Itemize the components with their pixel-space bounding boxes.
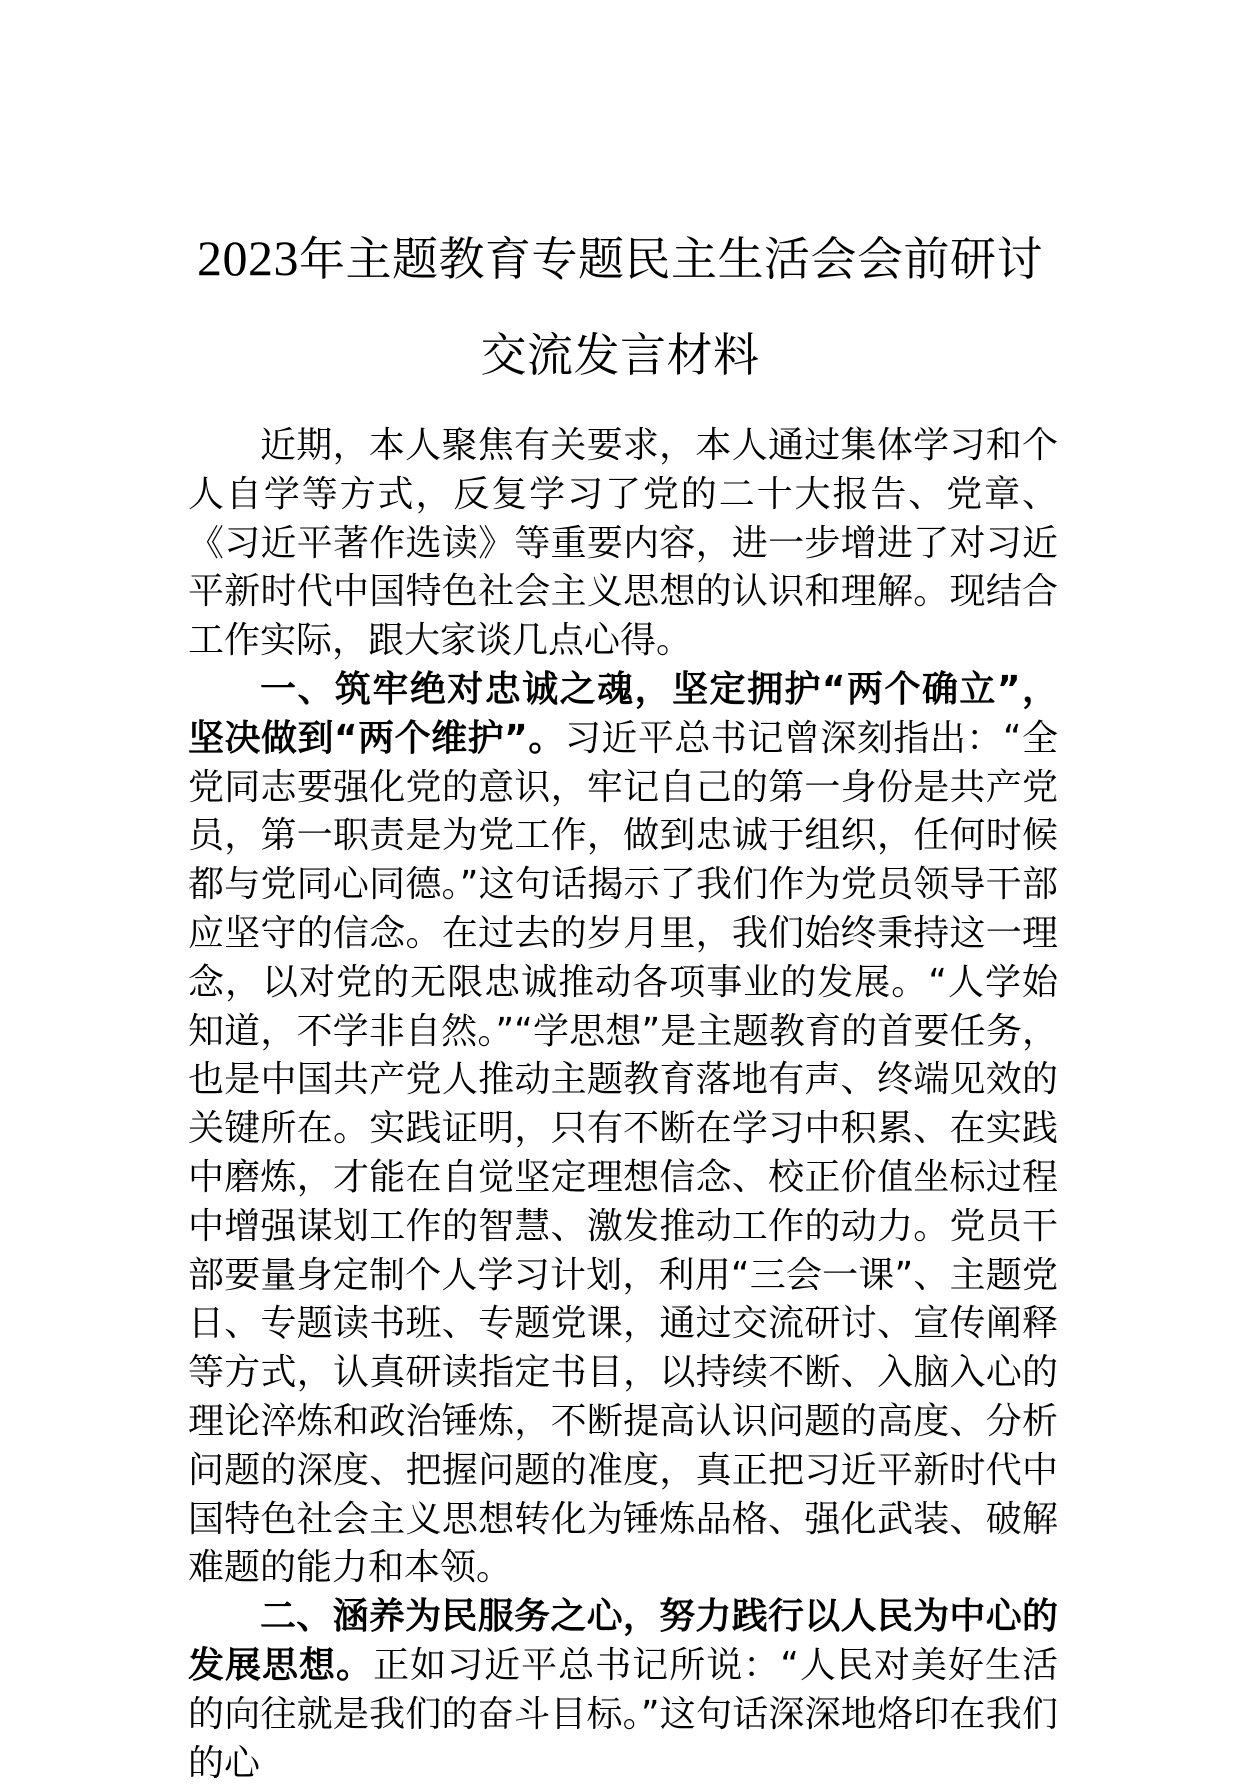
paragraph-section-2 [188, 1593, 1058, 1788]
section-2-heading: 二、涵养为民服务之心，努力践行以人民为中心的发展思想。 [188, 1596, 1058, 1686]
title-year: 2023 [197, 230, 299, 286]
section-1-text: 习近平总书记曾深刻指出：“全党同志要强化党的意识，牢记自己的第一身份是共产党员，第一职责是为党工作，做到忠诚于组织，任何时候都与党同心同德。”这句话揭示了我们作为党员领导干部应坚守的信念。在过去的岁月里，我们始终秉持这一理念，以对党的无限忠诚推动各项事业的发展。“人学始知道，不学非自然。”“学思想”是主题教育的首要任务，也是中国共产党人推动主题教育落地有声、终端见效的关键所在。实践证明，只有不断在学习中积累、在实践中磨炼，才能在自觉坚定理想信念、校正价值坐标过程中增强谋划工作的智慧、激发推动工作的动力。党员干部要量身定制个人学习计划，利用“三会一课”、主题党日、专题读书班、专题党课，通过交流研讨、宣传阐释等方式，认真研读指定书目，以持续不断、入脑入心的理论淬炼和政治锤炼，不断提高认识问题的高度、分析问题的深度、把握问题的准度，真正把习近平新时代中国特色社会主义思想转化为锤炼品格、强化武装、破解难题的能力和本领。 [188, 717, 1058, 1589]
title-line-1-text: 年主题教育专题民主生活会会前研讨 [299, 232, 1043, 286]
section-2-text: 正如习近平总书记所说：“人民对美好生活的向往就是我们的奋斗目标。”这句话深深地烙印在我们的心 [188, 1644, 1058, 1784]
title-line-2: 交流发言材料 [480, 328, 760, 382]
document-title [150, 210, 1090, 403]
document-body [188, 422, 1058, 1788]
section-1-heading: 一、筑牢绝对忠诚之魂，坚定拥护“两个确立”，坚决做到“两个维护”。 [188, 668, 1058, 759]
paragraph-intro [188, 422, 1058, 666]
title-line-1 [150, 210, 1090, 307]
paragraph-section-1 [188, 666, 1058, 1593]
paragraph-intro-text: 近期，本人聚焦有关要求，本人通过集体学习和个人自学等方式，反复学习了党的二十大报告、党章、《习近平著作选读》等重要内容，进一步增进了对习近平新时代中国特色社会主义思想的认识和理解。现结合工作实际，跟大家谈几点心得。 [188, 425, 1058, 662]
